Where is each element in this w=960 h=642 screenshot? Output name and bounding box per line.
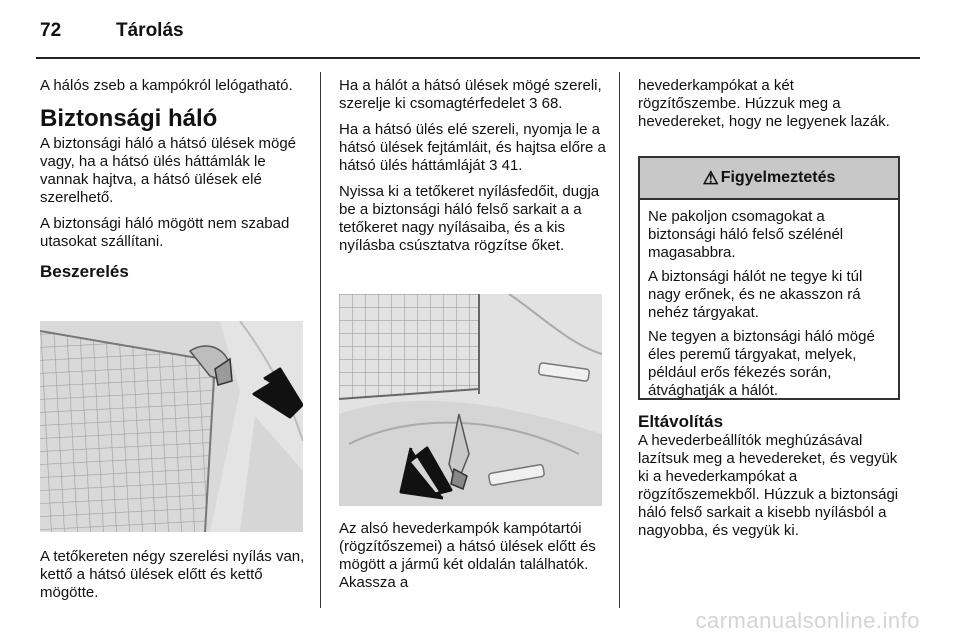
col1-paragraph-2: A biztonsági háló mögött nem szabad utasokat szállítani. [40, 215, 290, 250]
header-text [40, 20, 184, 42]
caption-1 [40, 548, 312, 610]
subheading-installation: Beszerelés [40, 262, 129, 281]
column-divider-2 [619, 72, 620, 608]
section-title: Tárolás [116, 20, 184, 41]
column-2 [339, 77, 607, 263]
page-ref-68: 3 68. [529, 95, 563, 112]
column-1 [40, 77, 308, 293]
removal-paragraph: A hevederbeállítók meghúzásával lazítsuk meg a hevedereket, és vegyük ki a hevederkampókat a rögzítőszemekből. Húzzuk a biztonsági háló felső sarkait a kisebb nyílásból a nagyobba, és vegyük ki. [638, 432, 899, 539]
page-number: 72 [40, 20, 62, 41]
warning-title: Figyelmeztetés [720, 169, 836, 186]
figure-caption-1: A tetőkereten négy szerelési nyílás van, kettő a hátsó ülések előtt és kettő mögötte. [40, 548, 305, 601]
figure-caption-2: Az alsó hevederkampók kampótartói (rögzítőszemei) a hátsó ülések előtt és mögött a jármű két oldalán találhatók. Akassza a [339, 520, 596, 591]
warning-paragraph-2: A biztonsági hálót ne tegye ki túl nagy erőnek, és ne akasszon rá nehéz tárgyakat. [648, 268, 863, 321]
col1-paragraph-1: A biztonsági háló a hátsó ülések mögé vagy, ha a hátsó ülés háttámlák le vannak hajtva, a hátsó ülések elé szerelhető. [40, 135, 297, 206]
removal-section [638, 402, 902, 548]
intro-text: A hálós zseb a kampókról lelógatható. [40, 77, 293, 94]
caption-2 [339, 520, 611, 600]
subheading-removal: Eltávolítás [638, 412, 724, 431]
warning-triangle-icon: ⚠ [702, 167, 719, 188]
col2-paragraph-3: Nyissa ki a tetőkeret nyílásfedőit, dugja be a biztonsági háló felső sarkait a a tetőkeret nagy nyílásaiba, és a kis nyílásba csúsztatva rögzítse őket. [339, 183, 600, 254]
installation-figure-lower-hooks [339, 294, 602, 506]
section-heading-safety-net: Biztonsági háló [40, 105, 218, 132]
column-3 [638, 77, 900, 139]
col3-paragraph-1: hevederkampókat a két rögzítőszembe. Húzzuk meg a hevedereket, hogy ne legyenek lazák. [638, 77, 890, 130]
warning-body [640, 200, 898, 400]
col2-paragraph-2: Ha a hátsó ülés elé szereli, nyomja le a hátsó ülések fejtámláit, és hajtsa előre a hátsó ülés háttámláját 3 41. [339, 121, 606, 174]
col2-paragraph-1: Ha a hálót a hátsó ülések mögé szereli, szerelje ki csomagtérfedelet 3 68. [339, 77, 602, 112]
page-ref-41: 3 41. [489, 157, 523, 174]
warning-header [640, 158, 898, 200]
header-rule [36, 57, 920, 59]
warning-box [638, 156, 900, 400]
installation-figure-net-roof [40, 321, 303, 532]
watermark-text: carmanualsonline.info [695, 608, 920, 633]
column-divider-1 [320, 72, 321, 608]
warning-paragraph-1: Ne pakoljon csomagokat a biztonsági háló felső szélénél magasabbra. [648, 208, 844, 261]
warning-paragraph-3: Ne tegyen a biztonsági háló mögé éles peremű tárgyakat, melyek, például erős fékezés során, átvághatják a hálót. [648, 328, 875, 399]
